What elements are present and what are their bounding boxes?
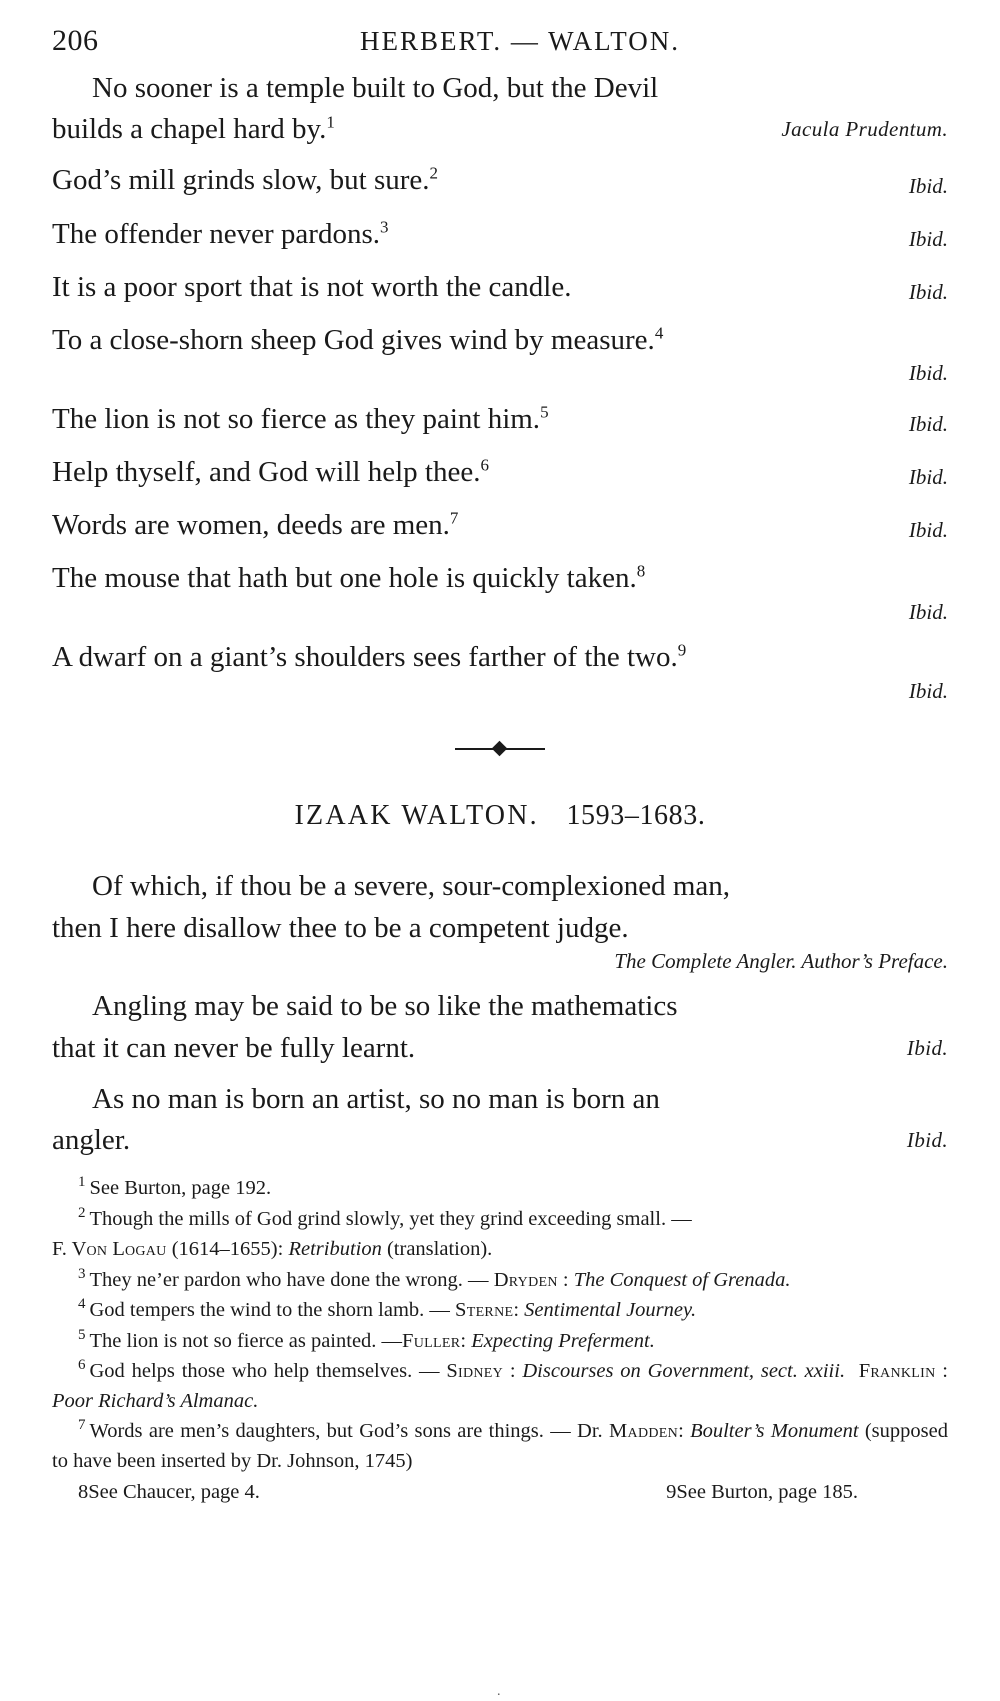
quotation-8 — [52, 505, 948, 546]
quotation-5-text: To a close-shorn sheep God gives wind by measure.$^4$ — [52, 323, 664, 356]
footnote-6-text: God helps those who help themselves. — — [89, 1360, 447, 1383]
footnote-3-text: They ne’er pardon who have done the wrong. — — [89, 1268, 494, 1291]
quotation-9-text: The mouse that hath but one hole is quickly taken.$^8$ — [52, 561, 646, 595]
quotation-7 — [52, 452, 948, 493]
footnote-7 — [52, 1417, 948, 1476]
footnote-6 — [52, 1357, 948, 1416]
quotation-7-text: Help thyself, and God will help thee.$^6$ — [52, 455, 489, 489]
quotation-1 — [52, 68, 948, 150]
footnote-1-marker: 1 — [78, 1174, 86, 1191]
footnote-9-marker: 9 — [666, 1481, 677, 1504]
quotation-4-text: It is a poor sport that is not worth the candle. — [52, 270, 572, 303]
walton-quotation-1-line2: then I here disallow thee to be a competent judge. — [52, 911, 629, 944]
footnote-1 — [52, 1174, 948, 1204]
footnote-2-text: Though the mills of God grind slowly, yet they grind exceeding small. — — [89, 1207, 692, 1230]
text-column — [52, 68, 948, 1161]
section-heading — [52, 800, 948, 832]
footnote-5-author: Fuller — [402, 1329, 461, 1352]
footnote-5-marker: 5 — [78, 1326, 86, 1343]
footnote-8-marker: 8 — [78, 1481, 89, 1504]
section-author: IZAAK WALTON. — [294, 800, 539, 832]
footnote-6-sep2: : — [935, 1360, 949, 1383]
walton-quotation-1-line1: Of which, if thou be a severe, sour-complexioned man, — [92, 870, 731, 903]
quotation-10 — [52, 637, 948, 706]
footnote-5-text: The lion is not so fierce as painted. — — [89, 1329, 403, 1352]
footnote-6-sep: : — [503, 1360, 523, 1383]
footnote-marker: 8 — [636, 561, 646, 581]
quotation-3 — [52, 214, 948, 255]
footnote-7-title: Boulter’s Monument — [690, 1420, 859, 1443]
footnote-marker: 7 — [449, 508, 459, 528]
quotation-6 — [52, 399, 948, 440]
quotation-3-source: Ibid. — [908, 226, 948, 251]
quotation-9-source: Ibid. — [908, 599, 948, 624]
quotation-6-source: Ibid. — [908, 412, 948, 437]
footnote-8-9-row — [52, 1478, 948, 1508]
footnote-9-text: See Burton, page 185. — [676, 1481, 858, 1504]
footnote-6-marker: 6 — [78, 1357, 86, 1374]
quotation-7-source: Ibid. — [908, 465, 948, 490]
footnote-marker: 5 — [540, 402, 549, 422]
footnote-3 — [52, 1266, 948, 1296]
footnote-8-text: See Chaucer, page 4. — [88, 1481, 260, 1504]
footnote-3-sep: : — [557, 1268, 574, 1291]
footnote-2-title: Retribution — [288, 1238, 382, 1261]
quotation-1-source: Jacula Prudentum. — [781, 117, 948, 142]
walton-quotation-3-line2: angler. Ibid. — [52, 1124, 948, 1156]
footnote-4-author: Sterne — [455, 1299, 514, 1322]
page-speck: . — [497, 1684, 501, 1699]
page-number: 206 — [52, 24, 99, 57]
footnotes — [52, 1174, 948, 1508]
walton-quotation-1 — [52, 866, 948, 976]
footnote-7-marker: 7 — [78, 1417, 86, 1434]
walton-quotation-1-source: The Complete Angler. Author’s Preface. — [614, 948, 948, 973]
footnote-5-sep: : — [460, 1329, 472, 1352]
walton-quotation-2 — [52, 986, 948, 1068]
footnote-3-title: The Conquest of Grenada. — [573, 1268, 791, 1291]
footnote-6-title2: Poor Richard’s Almanac. — [52, 1389, 259, 1412]
running-title: HERBERT. — WALTON. — [360, 26, 680, 56]
running-head — [0, 24, 1000, 68]
footnote-7-tail: (supposed to have been inserted by Dr. Johnson, 1745) — [52, 1420, 948, 1472]
book-page — [0, 24, 1000, 1701]
walton-quotation-2-source: Ibid. — [906, 1035, 948, 1060]
footnote-3-author: Dryden — [493, 1268, 558, 1291]
quotation-4-source: Ibid. — [908, 279, 948, 304]
footnote-4-text: God tempers the wind to the shorn lamb. — — [89, 1299, 456, 1322]
footnote-7-author: Madden — [609, 1420, 679, 1443]
footnote-5-title: Expecting Preferment. — [471, 1329, 655, 1352]
footnote-2-author-first: F. V — [52, 1238, 87, 1261]
quotation-8-text: Words are women, deeds are men.$^7$ — [52, 508, 459, 542]
section-dates: 1593–1683. — [566, 800, 706, 832]
quotation-5-source: Ibid. — [908, 361, 948, 386]
footnote-2-sep: L — [107, 1238, 125, 1261]
footnote-marker: 1 — [326, 112, 335, 132]
section-divider-ornament — [52, 740, 948, 760]
quotation-2 — [52, 160, 948, 201]
footnote-2-dates: (1614–1655): — [166, 1238, 289, 1261]
footnote-7-text: Words are men’s daughters, but God’s sons are things. — Dr. — [89, 1420, 610, 1443]
footnote-6-title: Discourses on Government, sect. xxiii. — [522, 1360, 846, 1383]
walton-quotation-2-line2: that it can never be fully learnt. Ibid. — [52, 1031, 948, 1064]
footnote-6-author2: Franklin — [858, 1360, 936, 1383]
quotation-10-text: A dwarf on a giant’s shoulders sees farther of the two.$^9$ — [52, 640, 687, 674]
quotation-8-source: Ibid. — [908, 518, 948, 543]
footnote-marker: 4 — [654, 323, 664, 343]
quotation-9 — [52, 558, 948, 627]
footnote-2-tail: (translation). — [381, 1238, 493, 1261]
footnote-2-author-sc1: on — [86, 1238, 108, 1261]
walton-quotation-3-line1: As no man is born an artist, so no man is born an — [92, 1082, 660, 1115]
footnote-marker: 3 — [380, 216, 389, 236]
quotation-2-source: Ibid. — [908, 173, 948, 198]
quotation-1-line2: builds a chapel hard by.$^1$ Jacula Prudentum. — [52, 112, 948, 146]
footnote-7-sep: : — [678, 1420, 691, 1443]
footnote-marker: 2 — [429, 163, 439, 183]
footnote-6-author: Sidney — [446, 1360, 504, 1383]
footnote-marker: 6 — [480, 455, 489, 475]
footnote-2-cont — [52, 1235, 948, 1265]
quotation-2-text: God’s mill grinds slow, but sure.$^2$ — [52, 163, 439, 197]
footnote-5 — [52, 1327, 948, 1357]
quotation-4 — [52, 267, 948, 308]
footnote-4-marker: 4 — [78, 1296, 86, 1313]
footnote-4-sep: : — [513, 1299, 525, 1322]
footnote-8 — [52, 1478, 260, 1508]
footnote-2-marker: 2 — [78, 1204, 86, 1221]
footnote-marker: 9 — [677, 640, 687, 660]
footnote-2-author-sc2: ogau — [124, 1238, 167, 1261]
quotation-5 — [52, 320, 948, 389]
quotation-3-text: The offender never pardons.$^3$ — [52, 216, 389, 250]
walton-quotation-3-source: Ibid. — [906, 1128, 948, 1152]
footnote-2 — [52, 1205, 948, 1235]
quotation-6-text: The lion is not so fierce as they paint him.$^5$ — [52, 402, 549, 435]
walton-quotation-3 — [52, 1079, 948, 1161]
footnote-9 — [666, 1478, 948, 1508]
footnote-4 — [52, 1296, 948, 1326]
footnote-3-marker: 3 — [78, 1265, 86, 1282]
footnote-1-text: See Burton, page 192. — [89, 1177, 272, 1199]
quotation-10-source: Ibid. — [908, 678, 948, 703]
quotation-1-line1: No sooner is a temple built to God, but the Devil — [92, 72, 659, 104]
footnote-4-title: Sentimental Journey. — [524, 1299, 697, 1322]
walton-quotation-2-line1: Angling may be said to be so like the mathematics — [92, 990, 678, 1023]
